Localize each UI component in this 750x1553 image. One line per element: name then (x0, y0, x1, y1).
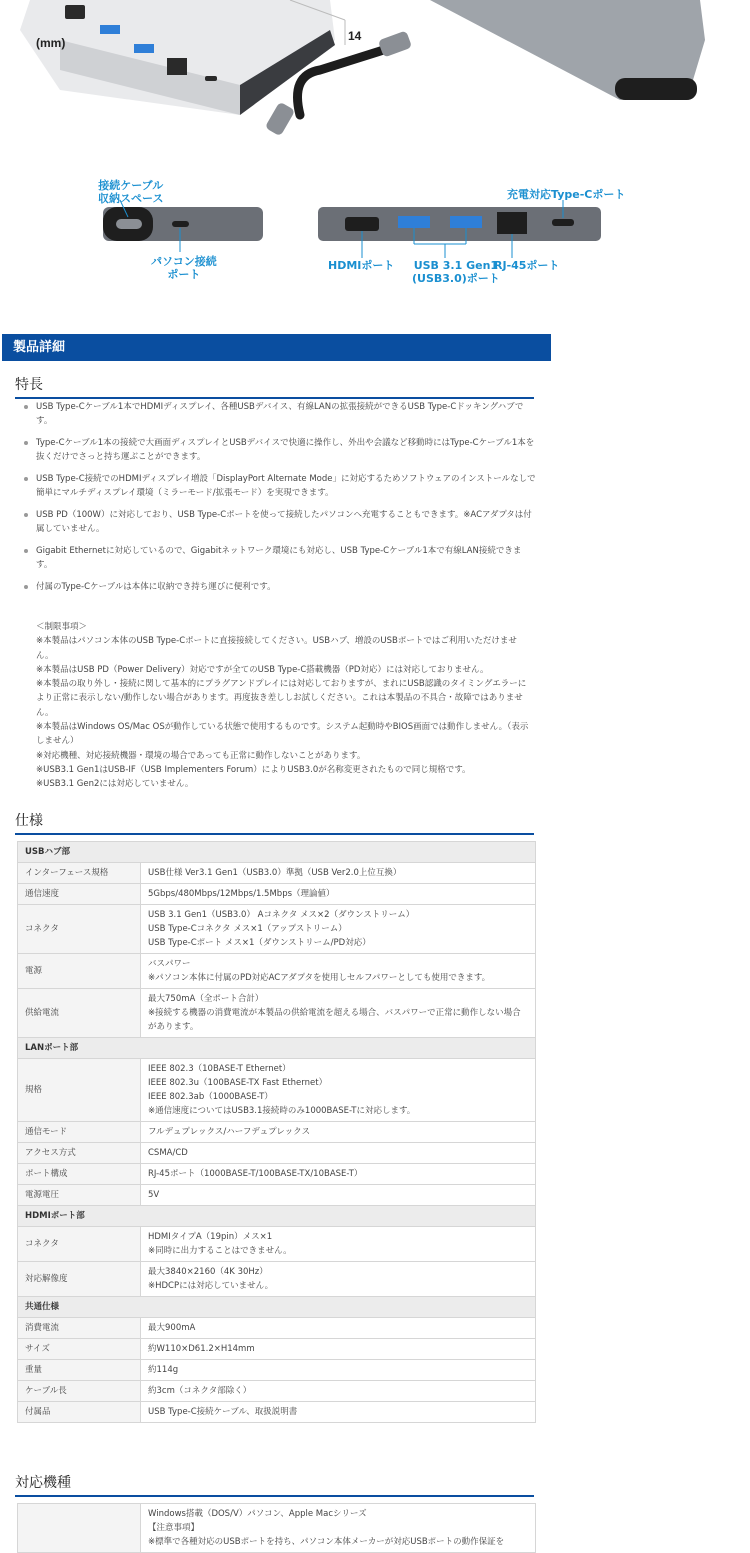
note-line: ※本製品はWindows OS/Mac OSが動作している状態で使用するものです。システム起動時やBIOS画面では動作しません。（表示しません） (36, 722, 529, 747)
spec-value-line: IEEE 802.3u（100BASE-TX Fast Ethernet） (148, 1078, 328, 1088)
typec-port-illustration (205, 76, 217, 81)
spec-value-line: 5V (148, 1190, 160, 1200)
spec-key: 付属品 (18, 1402, 141, 1423)
callout-line: 接続ケーブル (98, 179, 164, 192)
note-line: ※本製品はUSB PD（Power Delivery）対応ですが全てのUSB Type-C搭載機器（PD対応）には対応しておりません。 (36, 664, 489, 675)
spec-row (18, 1262, 536, 1297)
compat-line: 【注意事項】 (148, 1523, 200, 1533)
spec-value (141, 1262, 536, 1297)
spec-value-line: バスパワー (148, 959, 191, 969)
spec-key: ポート構成 (18, 1164, 141, 1185)
spec-value-line: IEEE 802.3ab（1000BASE-T） (148, 1092, 273, 1102)
feature-item (22, 544, 536, 572)
spec-value (141, 989, 536, 1038)
features-heading: 特長 (15, 374, 534, 399)
dim-unit: (mm) (36, 36, 66, 50)
dim-height: 14 (348, 29, 362, 43)
spec-value (141, 1318, 536, 1339)
spec-row (18, 1339, 536, 1360)
spec-group-row (18, 1297, 536, 1318)
panel-title: 製品詳細 (2, 334, 551, 361)
spec-value-line: USB Type-Cポート メス×1（ダウンストリーム/PD対応） (148, 938, 371, 948)
callout-pc-port (151, 255, 217, 281)
spec-row (18, 1402, 536, 1423)
product-illustration (0, 0, 750, 330)
spec-value-line: USB Type-Cコネクタ メス×1（アップストリーム） (148, 924, 347, 934)
features-list (22, 400, 536, 602)
note-line: ※本製品の取り外し・接続に関して基本的にプラグアンドプレイには対応しておりますが、まれにUSB認識のタイミングエラーにより正常に表示しない/動作しない場合があります。再度抜き差ししお試しください。これは本製品の不具合・故障ではありません。 (36, 679, 527, 718)
callout-cable-storage (98, 179, 163, 205)
feature-text: Gigabit Ethernetに対応しているので、Gigabitネットワーク環境にも対応し、USB Type-Cケーブル1本で有線LAN接続できます。 (36, 546, 522, 570)
callout-line: パソコン接続 (151, 255, 217, 268)
spec-row (18, 1164, 536, 1185)
restrictions-notes (36, 620, 534, 792)
spec-group-row (18, 1038, 536, 1059)
bullet-icon (24, 477, 28, 481)
spec-value (141, 1339, 536, 1360)
spec-value (141, 884, 536, 905)
compat-line: Windows搭載（DOS/V）パソコン、Apple Macシリーズ (148, 1509, 367, 1519)
spec-group-title: HDMIポート部 (18, 1206, 536, 1227)
spec-row (18, 1381, 536, 1402)
callout-charging-port: 充電対応Type-Cポート (507, 188, 626, 201)
bullet-icon (24, 549, 28, 553)
spec-group-row (18, 842, 536, 863)
spec-value-line: 5Gbps/480Mbps/12Mbps/1.5Mbps（理論値） (148, 889, 335, 899)
callout-line: (USB3.0)ポート (412, 272, 500, 285)
spec-value-line: ※パソコン本体に付属のPD対応ACアダプタを使用しセルフパワーとしても使用できます。 (148, 973, 491, 983)
feature-item (22, 472, 536, 500)
spec-group-title: 共通仕様 (18, 1297, 536, 1318)
spec-value (141, 1122, 536, 1143)
spec-value (141, 954, 536, 989)
compat-value (141, 1504, 536, 1553)
spec-value (141, 1402, 536, 1423)
spec-row (18, 954, 536, 989)
spec-row (18, 1122, 536, 1143)
spec-value-line: ※通信速度についてはUSB3.1接続時のみ1000BASE-Tに対応します。 (148, 1106, 416, 1116)
spec-group-row (18, 1206, 536, 1227)
callout-line: 収納スペース (98, 192, 164, 205)
spec-value-line: HDMIタイプA（19pin）メス×1 (148, 1232, 273, 1242)
bullet-icon (24, 585, 28, 589)
feature-item (22, 400, 536, 428)
spec-row (18, 1185, 536, 1206)
callout-usb-ports (412, 259, 500, 285)
spec-value (141, 1164, 536, 1185)
feature-text: 付属のType-Cケーブルは本体に収納でき持ち運びに便利です。 (36, 582, 276, 592)
spec-value-line: 最大900mA (148, 1323, 196, 1333)
spec-value-line: IEEE 802.3（10BASE-T Ethernet） (148, 1064, 291, 1074)
spec-value-line: 最大750mA（全ポート合計） (148, 994, 264, 1004)
feature-item (22, 436, 536, 464)
spec-key: 消費電流 (18, 1318, 141, 1339)
spec-row (18, 1143, 536, 1164)
spec-key: 対応解像度 (18, 1262, 141, 1297)
bullet-icon (24, 513, 28, 517)
spec-value-line: 約W110×D61.2×H14mm (148, 1344, 255, 1354)
spec-key: 重量 (18, 1360, 141, 1381)
feature-item (22, 508, 536, 536)
spec-row (18, 905, 536, 954)
spec-value-line: 約114g (148, 1365, 179, 1375)
callout-line: USB 3.1 Gen1 (413, 259, 499, 272)
spec-group-title: USBハブ部 (18, 842, 536, 863)
spec-key: ケーブル長 (18, 1381, 141, 1402)
spec-value-line: 最大3840×2160（4K 30Hz） (148, 1267, 268, 1277)
spec-row (18, 884, 536, 905)
spec-key: 規格 (18, 1059, 141, 1122)
note-line: ※本製品はパソコン本体のUSB Type-Cポートに直接接続してください。USBハブ、増設のUSBポートではご利用いただけません。 (36, 636, 517, 661)
feature-text: Type-Cケーブル1本の接続で大画面ディスプレイとUSBデバイスで快適に操作し、外出や会議など移動時にはType-Cケーブル1本を抜くだけでさっと持ち運ぶことができます。 (36, 438, 535, 462)
spec-value (141, 1360, 536, 1381)
bullet-icon (24, 405, 28, 409)
callout-hdmi-port: HDMIポート (328, 259, 395, 272)
note-line: ※USB3.1 Gen2には対応していません。 (36, 779, 194, 790)
spec-value (141, 1381, 536, 1402)
spec-row (18, 1227, 536, 1262)
spec-key: インターフェース規格 (18, 863, 141, 884)
feature-text: USB Type-Cケーブル1本でHDMIディスプレイ、各種USBデバイス、有線LANの拡張接続ができるUSB Type-Cドッキングハブです。 (36, 402, 524, 426)
spec-value-line: ※接続する機器の消費電流が本製品の供給電流を超える場合、バスパワーで正常に動作しない場合があります。 (148, 1008, 521, 1032)
spec-value-line: USB仕様 Ver3.1 Gen1（USB3.0）準拠（USB Ver2.0上位互換） (148, 868, 402, 878)
spec-value (141, 1143, 536, 1164)
spec-heading: 仕様 (15, 810, 534, 835)
spec-key: 通信モード (18, 1122, 141, 1143)
note-line: ※USB3.1 Gen1はUSB-IF（USB Implementers Forum）によりUSB3.0が名称変更されたもので同じ規格です。 (36, 764, 471, 775)
product-diagram (0, 0, 750, 330)
spec-group-title: LANポート部 (18, 1038, 536, 1059)
spec-row (18, 863, 536, 884)
spec-value (141, 1059, 536, 1122)
spec-key: 電源電圧 (18, 1185, 141, 1206)
spec-row (18, 989, 536, 1038)
spec-value (141, 905, 536, 954)
compat-line: ※標準で各種対応のUSBポートを持ち、パソコン本体メーカーが対応USBポートの動作保証を (148, 1537, 505, 1547)
spec-row (18, 1059, 536, 1122)
compat-row (18, 1504, 536, 1553)
spec-key: 供給電流 (18, 989, 141, 1038)
spec-key: コネクタ (18, 905, 141, 954)
spec-key: 電源 (18, 954, 141, 989)
callout-rj45-port: RJ-45ポート (494, 259, 560, 272)
spec-row (18, 1318, 536, 1339)
spec-value (141, 1185, 536, 1206)
spec-value-line: USB Type-C接続ケーブル、取扱説明書 (148, 1407, 298, 1417)
note-line: ※対応機種、対応接続機器・環境の場合であっても正常に動作しないことがあります。 (36, 750, 366, 761)
spec-value-line: ※HDCPには対応していません。 (148, 1281, 274, 1291)
spec-value-line: フルデュプレックス/ハーフデュプレックス (148, 1127, 311, 1137)
spec-value-line: RJ-45ポート（1000BASE-T/100BASE-TX/10BASE-T） (148, 1169, 363, 1179)
callout-line: ポート (167, 268, 201, 281)
bullet-icon (24, 441, 28, 445)
feature-item (22, 580, 536, 594)
compat-heading: 対応機種 (15, 1472, 534, 1497)
compat-key (18, 1504, 141, 1553)
rj45-port-illustration (167, 58, 187, 75)
spec-value-line: ※同時に出力することはできません。 (148, 1246, 292, 1256)
note-line: ＜制限事項＞ (36, 622, 88, 632)
spec-value-line: 約3cm（コネクタ部除く） (148, 1386, 252, 1396)
hdmi-port-illustration (65, 5, 85, 19)
spec-value (141, 1227, 536, 1262)
spec-key: コネクタ (18, 1227, 141, 1262)
feature-text: USB Type-C接続でのHDMIディスプレイ増設「DisplayPort Alternate Mode」に対応するためソフトウェアのインストールなしで簡単にマルチディスプレイ環境（ミラーモード/拡張モード）を実現できます。 (36, 474, 536, 498)
spec-value-line: USB 3.1 Gen1（USB3.0） Aコネクタ メス×2（ダウンストリーム） (148, 910, 415, 920)
usb-port-illustration (134, 44, 154, 53)
spec-key: 通信速度 (18, 884, 141, 905)
spec-value-line: CSMA/CD (148, 1148, 188, 1158)
feature-text: USB PD（100W）に対応しており、USB Type-Cポートを使って接続したパソコンへ充電することもできます。※ACアダプタは付属していません。 (36, 510, 532, 534)
spec-key: アクセス方式 (18, 1143, 141, 1164)
spec-table (17, 841, 536, 1423)
spec-value (141, 863, 536, 884)
spec-key: サイズ (18, 1339, 141, 1360)
spec-row (18, 1360, 536, 1381)
usb-port-illustration (100, 25, 120, 34)
